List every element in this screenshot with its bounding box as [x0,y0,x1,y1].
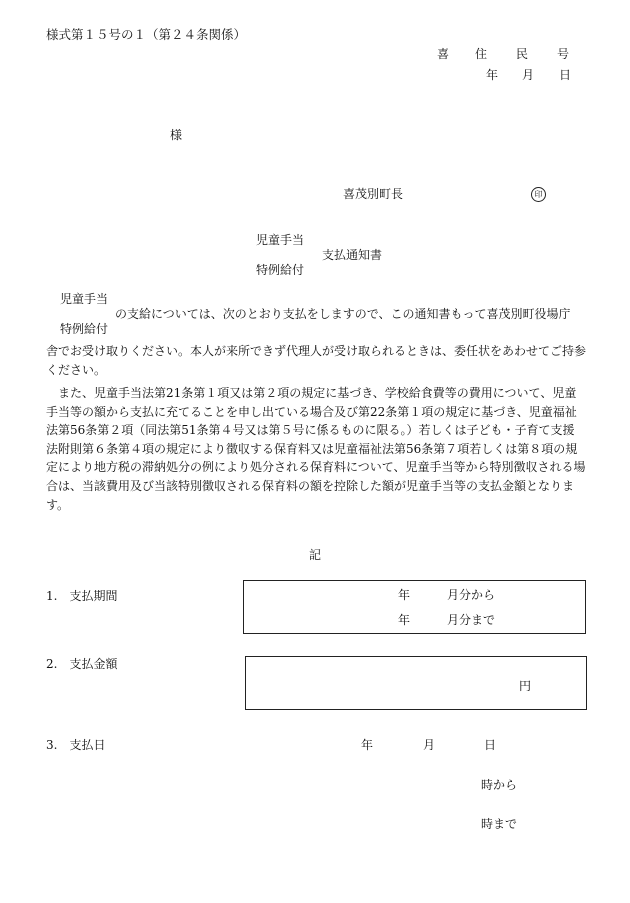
amount-label: 2. 支払金額 [46,657,118,671]
doc-number-ju: 住 [475,47,488,61]
paragraph-2: また、児童手当法第21条第１項又は第２項の規定に基づき、学校給食費等の費用について、児童手当等の額から支払に充てることを申し出ている場合及び第22条第１項の規定に基づき、児童福祉法第56条第２項（同法第51条第４号又は第５号に係るものに限る。）若しくは子ども・子育て支援法附則第６条第４項の規定により徴収する保育料又は児童福祉法第56条第７項若しくは第８項の規定により地方税の滞納処分の例により処分される保育料について、児童手当等から特別徴収される場合は、当該費用及び当該特別徴収される保育料の額を控除した額が児童手当等の支払金額となります。 [46,386,586,512]
title-line3: 特例給付 [256,263,305,277]
lead-line1: 児童手当 [60,292,109,306]
time-from: 時から [481,778,518,792]
pay-date-year: 年 [361,738,374,752]
lead-text: の支給については、次のとおり支払をしますので、この通知書もって喜茂別町役場庁 [115,307,571,321]
date-day: 日 [559,68,572,82]
date-month: 月 [522,68,535,82]
seal-mark: 印 [531,187,546,202]
lead-line2: 特例給付 [60,322,109,336]
period-to-year: 年 [398,613,411,627]
pay-date-day: 日 [484,738,497,752]
period-label: 1. 支払期間 [46,589,118,603]
pay-date-month: 月 [423,738,436,752]
date-label: 3. 支払日 [46,738,106,752]
addressee-honorific: 様 [170,128,183,142]
doc-number-ki: 喜 [437,47,450,61]
paragraph-1-continued: 舎でお受け取りください。本人が来所できず代理人が受け取られるときは、委任状をあわせてご持参ください。 [46,344,587,377]
doc-number-min: 民 [516,47,529,61]
record-label: 記 [309,548,322,562]
period-to-month: 月分まで [447,613,496,627]
title-line1: 児童手当 [256,233,305,247]
period-from-month: 月分から [447,588,496,602]
seal-icon [531,187,546,202]
amount-unit: 円 [519,679,532,693]
period-from-year: 年 [398,588,411,602]
doc-number-go: 号 [557,47,570,61]
amount-box [245,656,587,710]
issuer-title: 喜茂別町長 [343,187,404,201]
time-to: 時まで [481,817,518,831]
period-box [243,580,586,634]
date-year: 年 [486,68,499,82]
title-main: 支払通知書 [322,248,383,262]
form-number: 様式第１５号の１（第２４条関係） [46,27,247,42]
